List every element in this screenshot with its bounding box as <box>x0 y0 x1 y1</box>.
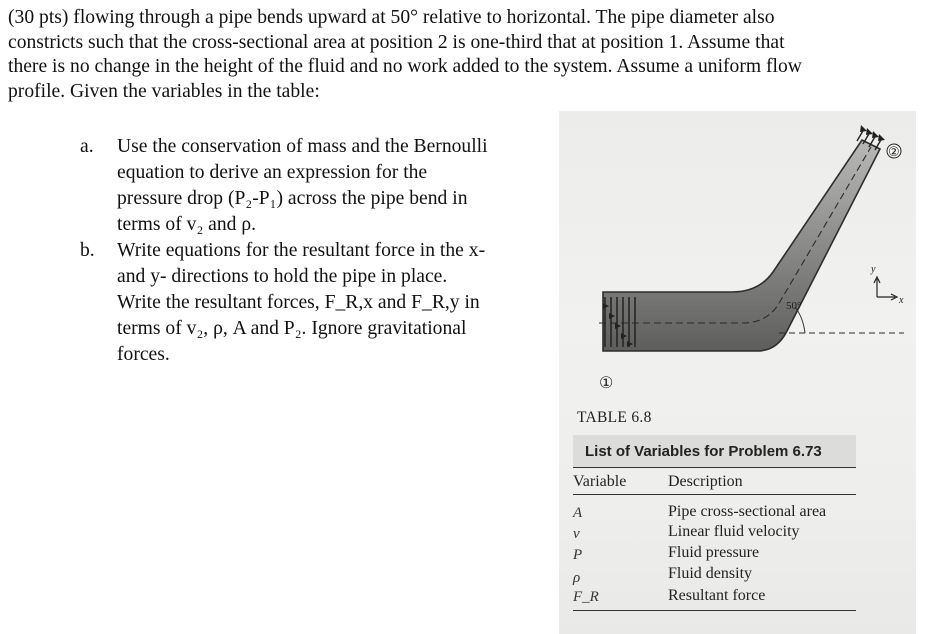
table-cell-variable: v <box>573 526 580 542</box>
table-rule-top <box>573 467 856 468</box>
part-b-line: Write the resultant forces, F_R,x and F_R,y in <box>117 292 480 313</box>
outlet-arrow-heads <box>860 125 885 141</box>
part-b-line: terms of v₂, ρ, A and P₂. Ignore gravitational <box>117 318 467 339</box>
part-b-line: and y- directions to hold the pipe in place. <box>117 266 448 287</box>
intro-line: profile. Given the variables in the table: <box>8 80 320 102</box>
table-rule-bottom <box>573 610 856 611</box>
angle-label: 50° <box>786 300 802 312</box>
textbook-figure <box>559 111 916 634</box>
part-a-line: terms of v₂ and ρ. <box>117 214 257 235</box>
station-1-label: ① <box>599 375 614 392</box>
station-2-label: ② <box>888 144 900 159</box>
table-rule-header <box>573 494 856 495</box>
part-a-line: equation to derive an expression for the <box>117 162 428 183</box>
table-number-label: TABLE 6.8 <box>577 409 652 426</box>
axes-icon <box>874 277 897 300</box>
column-header-variable: Variable <box>573 473 627 490</box>
intro-line: (30 pts) flowing through a pipe bends upward at 50° relative to horizontal. The pipe diameter also <box>8 7 775 28</box>
part-b-line: Write equations for the resultant force in the x- <box>117 240 486 261</box>
problem-statement <box>8 6 938 104</box>
table-cell-description: Resultant force <box>668 587 766 604</box>
table-cell-variable: ρ <box>573 570 581 586</box>
column-header-description: Description <box>668 473 743 490</box>
axis-x-label: x <box>899 295 904 306</box>
part-letter: a. <box>80 136 94 157</box>
table-cell-variable: A <box>573 505 583 521</box>
table-cell-variable: F_R <box>573 589 599 605</box>
part-letter: b. <box>80 240 95 261</box>
pipe-bend <box>603 140 880 351</box>
axis-y-label: y <box>871 264 876 275</box>
table-cell-variable: P <box>573 547 583 563</box>
intro-line: constricts such that the cross-sectional area at position 2 is one-third that at position 1. Assume that <box>8 31 785 53</box>
table-cell-description: Linear fluid velocity <box>668 523 800 540</box>
part-b-line: forces. <box>117 344 170 365</box>
part-a-line: pressure drop (P₂-P₁) across the pipe bend in <box>117 188 468 209</box>
table-cell-description: Fluid density <box>668 565 753 582</box>
table-cell-description: Pipe cross-sectional area <box>668 503 827 520</box>
table-title: List of Variables for Problem 6.73 <box>573 435 856 468</box>
intro-line: there is no change in the height of the fluid and no work added to the system. Assume a uniform flow <box>8 56 802 77</box>
table-cell-description: Fluid pressure <box>668 544 760 561</box>
part-a-line: Use the conservation of mass and the Bernoulli <box>117 136 488 157</box>
